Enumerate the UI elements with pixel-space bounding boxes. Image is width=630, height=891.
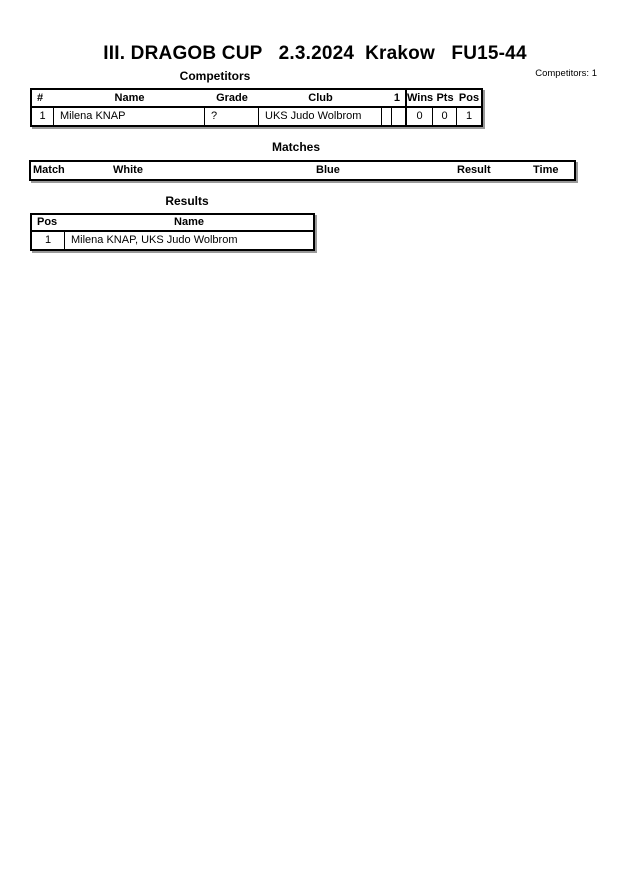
matches-col-match: Match [33,164,65,176]
results-heading: Results [165,194,209,208]
competitors-col-num: # [37,92,44,104]
result-name: Milena KNAP, UKS Judo Wolbrom [71,234,238,246]
competitors-col-wins: Wins [407,92,433,104]
competitors-col-grade: Grade [216,92,248,104]
competitor-grade: ? [205,108,259,125]
result-row [32,232,313,249]
competitors-col-club: Club [308,92,333,104]
competitor-num: 1 [32,108,54,125]
matches-col-time: Time [533,164,559,176]
competitors-table [30,88,483,127]
competitors-col-pts: Pts [436,92,454,104]
competitors-count: Competitors: 1 [535,68,597,79]
competitors-heading: Competitors [179,69,251,83]
results-header-row [32,215,313,232]
competitor-name: Milena KNAP [54,108,205,125]
matches-header-row [31,162,574,179]
competitor-wins: 0 [405,108,433,125]
competitors-col-opponent1: 1 [393,92,400,104]
competitor-match1-result [392,108,405,125]
results-table [30,213,315,251]
competitor-row [32,108,481,125]
competitor-pos: 1 [465,110,473,122]
matches-col-white: White [113,164,143,176]
matches-heading: Matches [271,140,321,154]
matches-col-result: Result [457,164,491,176]
competitor-club: UKS Judo Wolbrom [259,108,382,125]
competitor-pts: 0 [433,108,457,125]
result-pos: 1 [32,232,65,249]
competitors-col-pos: Pos [458,92,480,104]
matches-table [29,160,576,181]
matches-col-blue: Blue [316,164,340,176]
competitors-header-row [32,90,481,108]
competitors-col-name: Name [114,92,145,104]
competitor-match1-gap-cell [382,108,392,125]
results-col-pos: Pos [37,216,58,228]
page-title: III. DRAGOB CUP 2.3.2024 Krakow FU15-44 [103,43,527,64]
results-col-name: Name [174,216,204,228]
